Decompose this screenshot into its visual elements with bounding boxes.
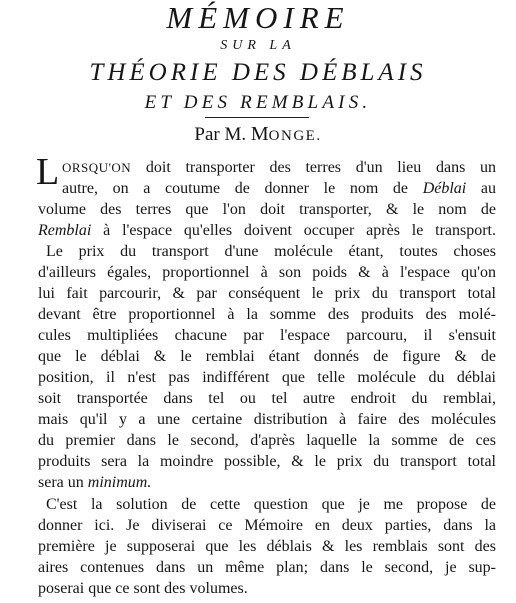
- title-rule: [205, 117, 309, 118]
- p2-line-4: devant être proportionnel à la somme des produits des molé-: [38, 306, 496, 323]
- author-initial: M: [250, 123, 269, 145]
- author-name-rest: ONGE.: [268, 128, 322, 144]
- p1-line-3: volume des terres que l'on doit transporter, & le nom de: [38, 201, 496, 218]
- p2-line-5: cules multipliées chacune par l'espace parcouru, il s'ensuit: [38, 327, 496, 344]
- p2-line-8: soit transportée dans tel ou tel autre endroit du remblai,: [38, 390, 496, 407]
- title-remblais: ET DES REMBLAIS.: [144, 92, 372, 113]
- p2-line-3: lui fait parcourir, & par conséquent le prix du transport total: [38, 285, 496, 302]
- title-sur-la: SUR LA: [220, 38, 296, 53]
- p1-line-2: autre, on a coutume de donner le nom de Déblai au: [62, 180, 497, 197]
- drop-cap: L: [36, 151, 60, 193]
- p3-line-5: poserai que ce sont des volumes.: [38, 580, 248, 597]
- p1-line-4: Remblai à l'espace qu'elles doivent occuper après le transport.: [38, 222, 496, 239]
- title-memoire: MÉMOIRE: [166, 0, 350, 35]
- p2-line-11: produits sera la moindre possible, & le prix du transport total: [38, 453, 496, 470]
- p2-line-10: du premier dans le second, d'après laquelle la somme de ces: [38, 432, 496, 449]
- p2-line-6: que le déblai & le remblai étant donnés de figure & de: [38, 348, 496, 365]
- p3-line-3: première je supposerai que les déblais & les remblais sont des: [38, 538, 496, 555]
- p3-line-2: donner ici. Je diviserai ce Mémoire en deux parties, dans la: [38, 517, 496, 534]
- p2-line-7: position, il n'est pas indifférent que telle molécule du déblai: [38, 369, 496, 386]
- p2-line-2: d'ailleurs égales, proportionnel à son poids & à l'espace qu'on: [38, 264, 496, 281]
- p3-line-4: aires contenues dans un même plan; dans le second, je sup-: [38, 559, 496, 576]
- p3-line-1: C'est la solution de cette question que je me propose de: [46, 496, 496, 513]
- author-prefix: Par M.: [194, 124, 251, 145]
- author-line: [0, 122, 516, 148]
- p2-line-12: sera un minimum.: [38, 474, 152, 491]
- p1-line-1: ORSQU'ON doit transporter des terres d'un lieu dans un: [62, 159, 496, 176]
- p2-line-1: Le prix du transport d'une molécule étant, toutes choses: [46, 243, 496, 260]
- p2-line-9: mais qu'il y a une certaine distribution à faire des molécules: [38, 411, 496, 428]
- title-theorie: THÉORIE DES DÉBLAIS: [89, 59, 427, 86]
